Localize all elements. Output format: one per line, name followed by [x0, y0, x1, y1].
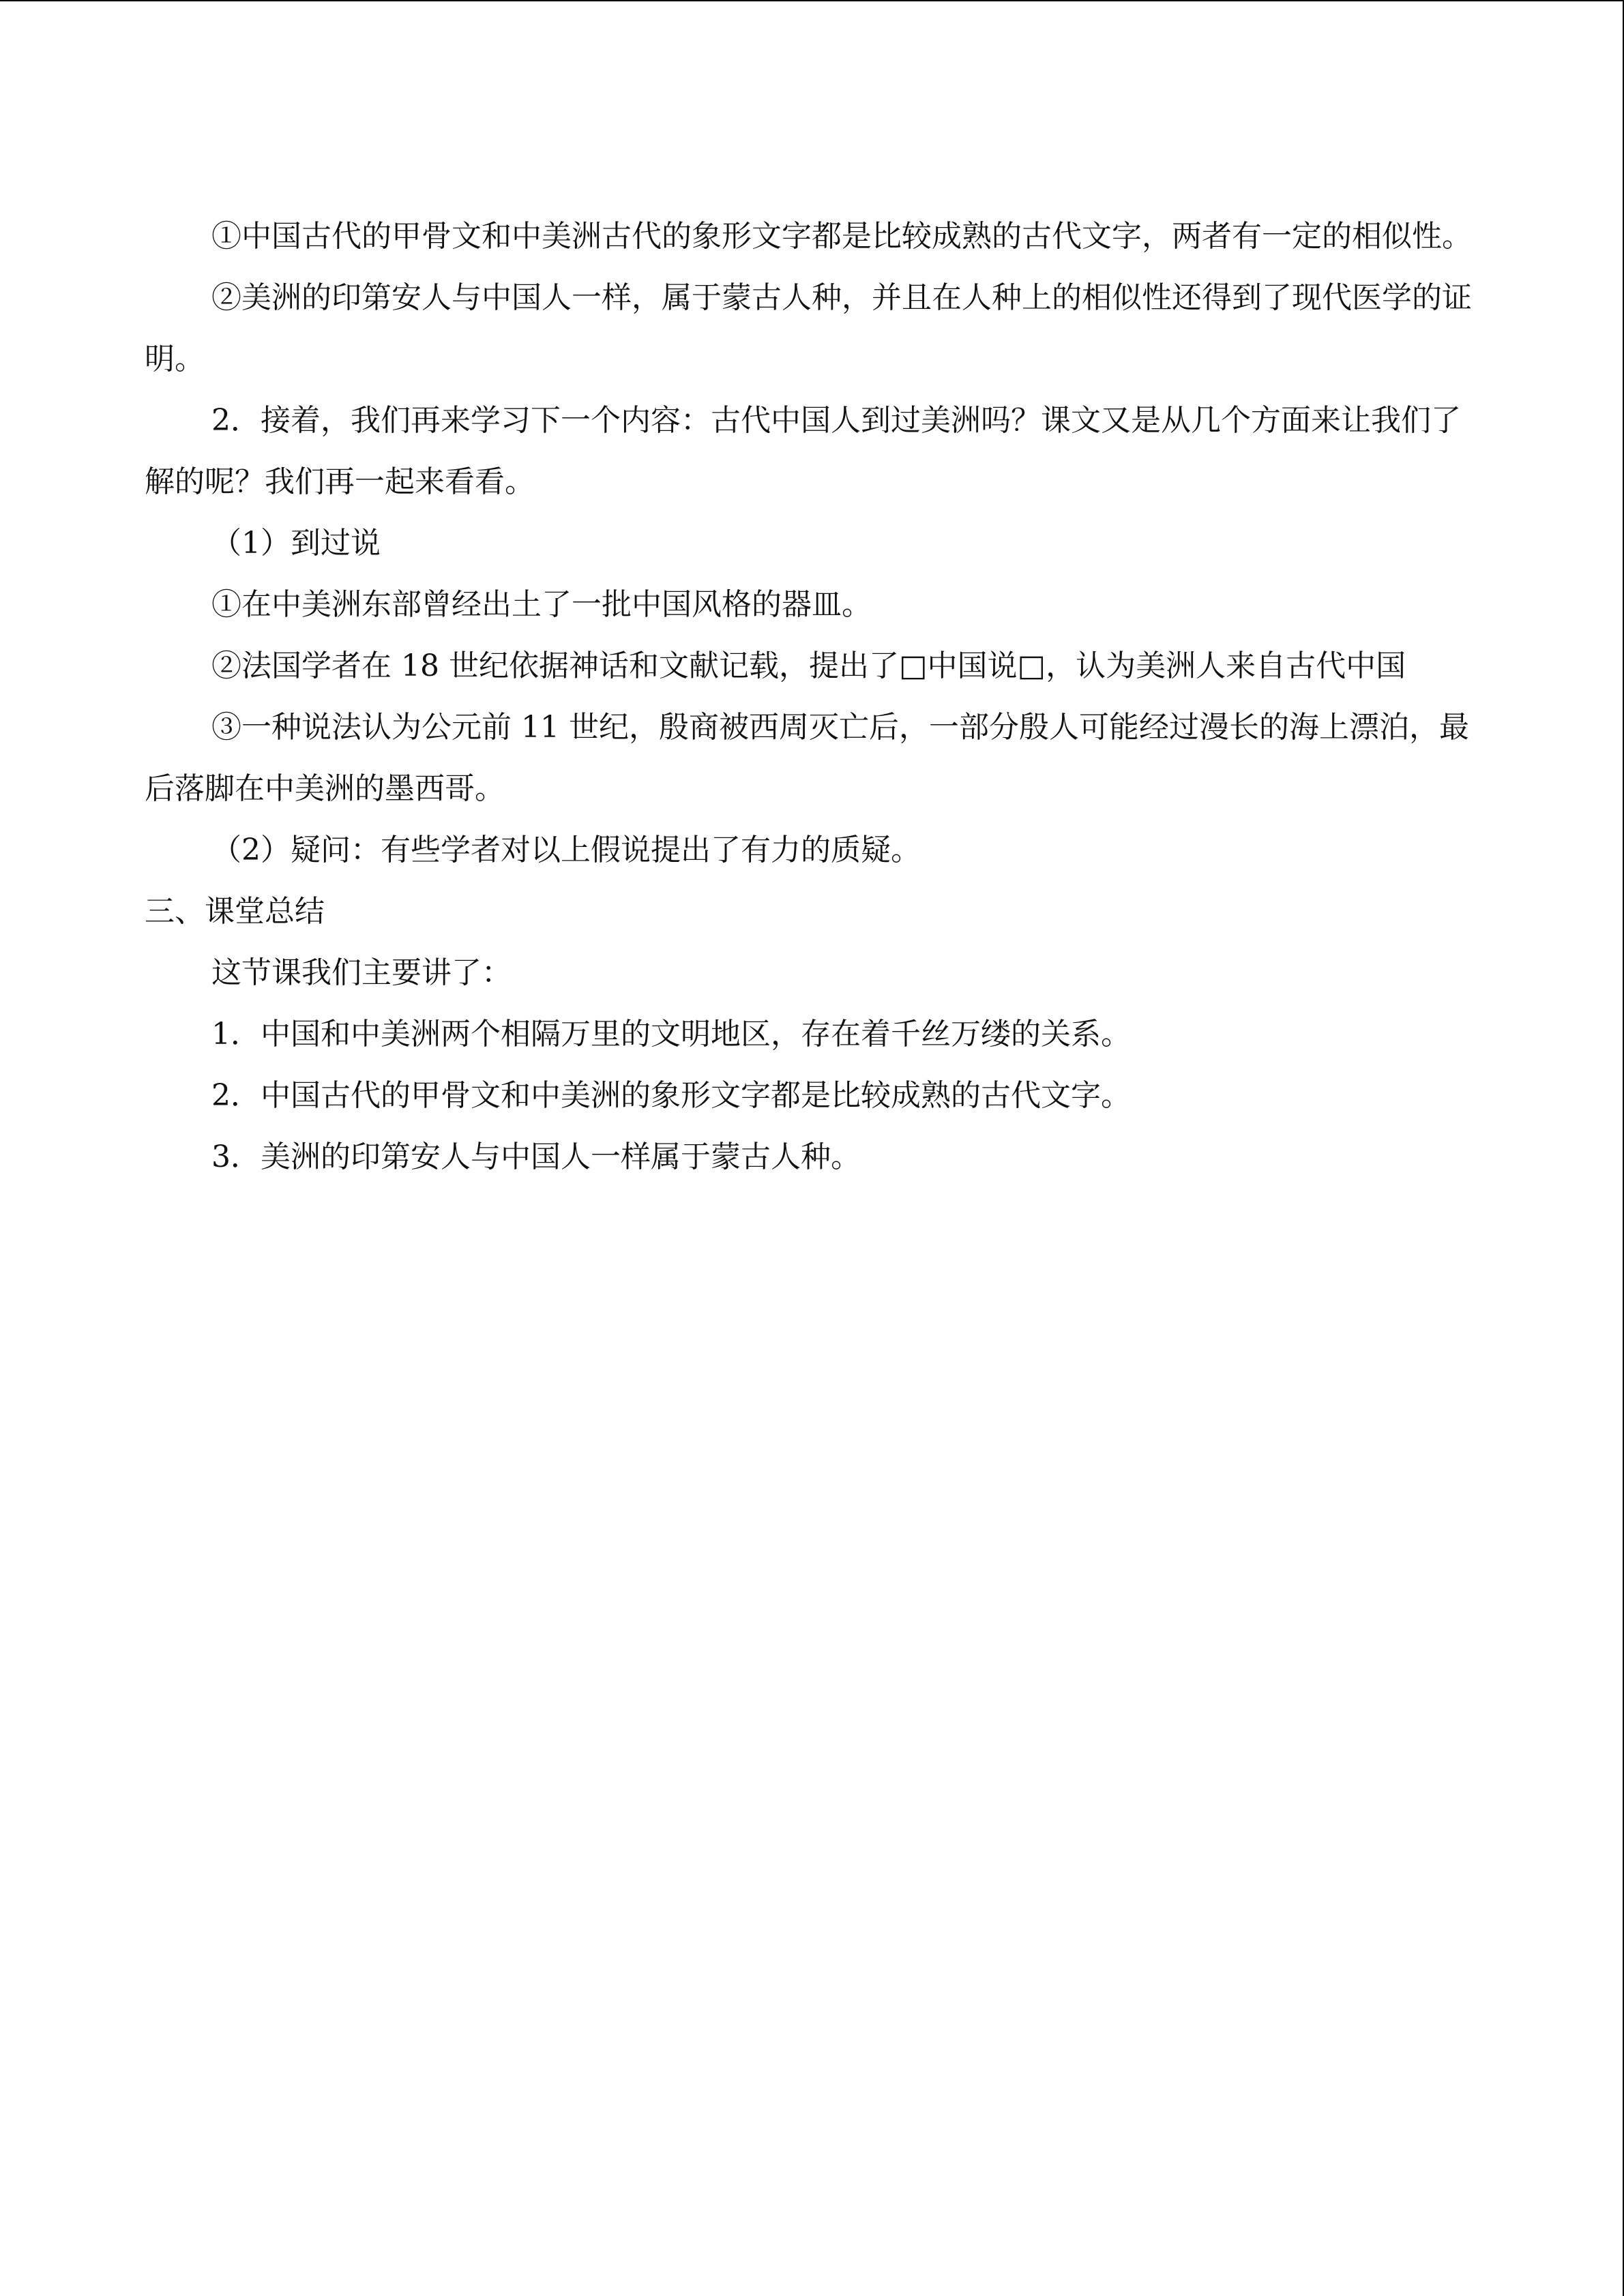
paragraph-similarity-writing: ①中国古代的甲骨文和中美洲古代的象形文字都是比较成熟的古代文字，两者有一定的相似性。: [211, 219, 1472, 254]
paragraph-doubts: （2）疑问：有些学者对以上假说提出了有力的质疑。: [211, 833, 921, 867]
paragraph-summary-intro: 这节课我们主要讲了：: [211, 955, 512, 990]
section-heading-summary: 三、课堂总结: [145, 894, 325, 929]
summary-item-2: 2．中国古代的甲骨文和中美洲的象形文字都是比较成熟的古代文字。: [211, 1078, 1131, 1113]
paragraph-yin-people: ③一种说法认为公元前 11 世纪，殷商被西周灭亡后，一部分殷人可能经过漫长的海上漂泊，最后落脚在中美洲的墨西哥。: [145, 710, 1469, 806]
summary-item-1: 1．中国和中美洲两个相隔万里的文明地区，存在着千丝万缕的关系。: [211, 1017, 1131, 1052]
document-body: [145, 206, 1475, 1188]
paragraph-french-scholar: ②法国学者在 18 世纪依据神话和文献记载，提出了□中国说□，认为美洲人来自古代中国: [211, 648, 1406, 683]
paragraph-similarity-race: ②美洲的印第安人与中国人一样，属于蒙古人种，并且在人种上的相似性还得到了现代医学的证明。: [145, 280, 1472, 376]
summary-item-3: 3．美洲的印第安人与中国人一样属于蒙古人种。: [211, 1139, 861, 1174]
subheading-visited-theory: （1）到过说: [211, 526, 381, 561]
paragraph-vessels-unearthed: ①在中美洲东部曾经出土了一批中国风格的器皿。: [211, 587, 872, 622]
paragraph-next-topic: 2．接着，我们再来学习下一个内容：古代中国人到过美洲吗？课文又是从几个方面来让我们了解的呢？我们再一起来看看。: [145, 403, 1461, 499]
